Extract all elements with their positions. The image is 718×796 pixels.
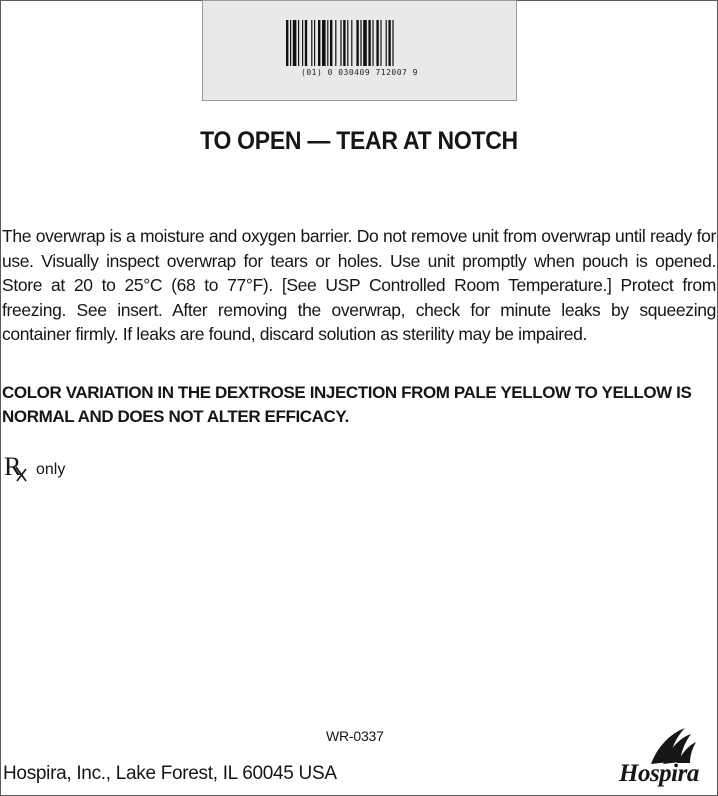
barcode-bar	[340, 20, 341, 66]
hospira-logo	[617, 726, 717, 794]
manufacturer-address: Hospira, Inc., Lake Forest, IL 60045 USA	[3, 763, 337, 784]
barcode-bar	[380, 20, 381, 66]
barcode-bar	[372, 20, 373, 66]
barcode-bar	[392, 20, 393, 66]
barcode-number: (01) 0 030409 712007 9	[301, 68, 418, 77]
barcode-bar	[363, 20, 367, 66]
barcode-bar	[356, 20, 358, 66]
barcode-bar	[376, 20, 378, 66]
barcode-bar	[318, 20, 320, 66]
barcode-bar	[286, 20, 288, 66]
color-variation-warning: COLOR VARIATION IN THE DEXTROSE INJECTION FROM PALE YELLOW TO YELLOW IS NORMAL AND DOES NOT ALTER EFFICACY.	[2, 383, 692, 426]
barcode-bar	[302, 20, 303, 66]
barcode-bar	[314, 20, 315, 66]
barcode-bar	[351, 20, 352, 66]
barcode-bar	[298, 20, 299, 66]
label-code: WR-0337	[326, 728, 384, 744]
barcode-bar	[368, 20, 370, 66]
barcode-bar	[322, 20, 326, 66]
storage-instructions: The overwrap is a moisture and oxygen barrier. Do not remove unit from overwrap until ready for use. Visually inspect overwrap for tears or holes. Use unit promptly when pouch is opened. Store at 20 to 25°C (68 to 77°F). [See USP Controlled Room Temperature.] Protect from freezing. See insert. After removing the overwrap, check for minute leaks by squeezing container firmly. If leaks are found, discard solution as sterility may be impaired.	[2, 226, 716, 345]
barcode-bar	[347, 20, 348, 66]
barcode-bar	[311, 20, 312, 66]
barcode-bar	[330, 20, 332, 66]
hospira-wordmark: Hospira	[619, 760, 699, 787]
barcode-bar	[335, 20, 336, 66]
rx-slash-icon	[14, 466, 28, 482]
barcode-panel	[202, 0, 517, 101]
barcode-bar	[343, 20, 345, 66]
barcode-bar	[305, 20, 307, 66]
barcode-bar	[360, 20, 361, 66]
barcode-bar	[290, 20, 291, 66]
barcode-bar	[293, 20, 297, 66]
barcode-bar	[386, 20, 387, 66]
rx-only-text: only	[36, 461, 66, 478]
barcode-bar	[327, 20, 328, 66]
open-instruction-heading: TO OPEN — TEAR AT NOTCH	[200, 127, 518, 155]
barcode-bar	[388, 20, 390, 66]
rx-symbol-icon: R	[4, 452, 22, 481]
barcode-icon	[286, 20, 437, 66]
